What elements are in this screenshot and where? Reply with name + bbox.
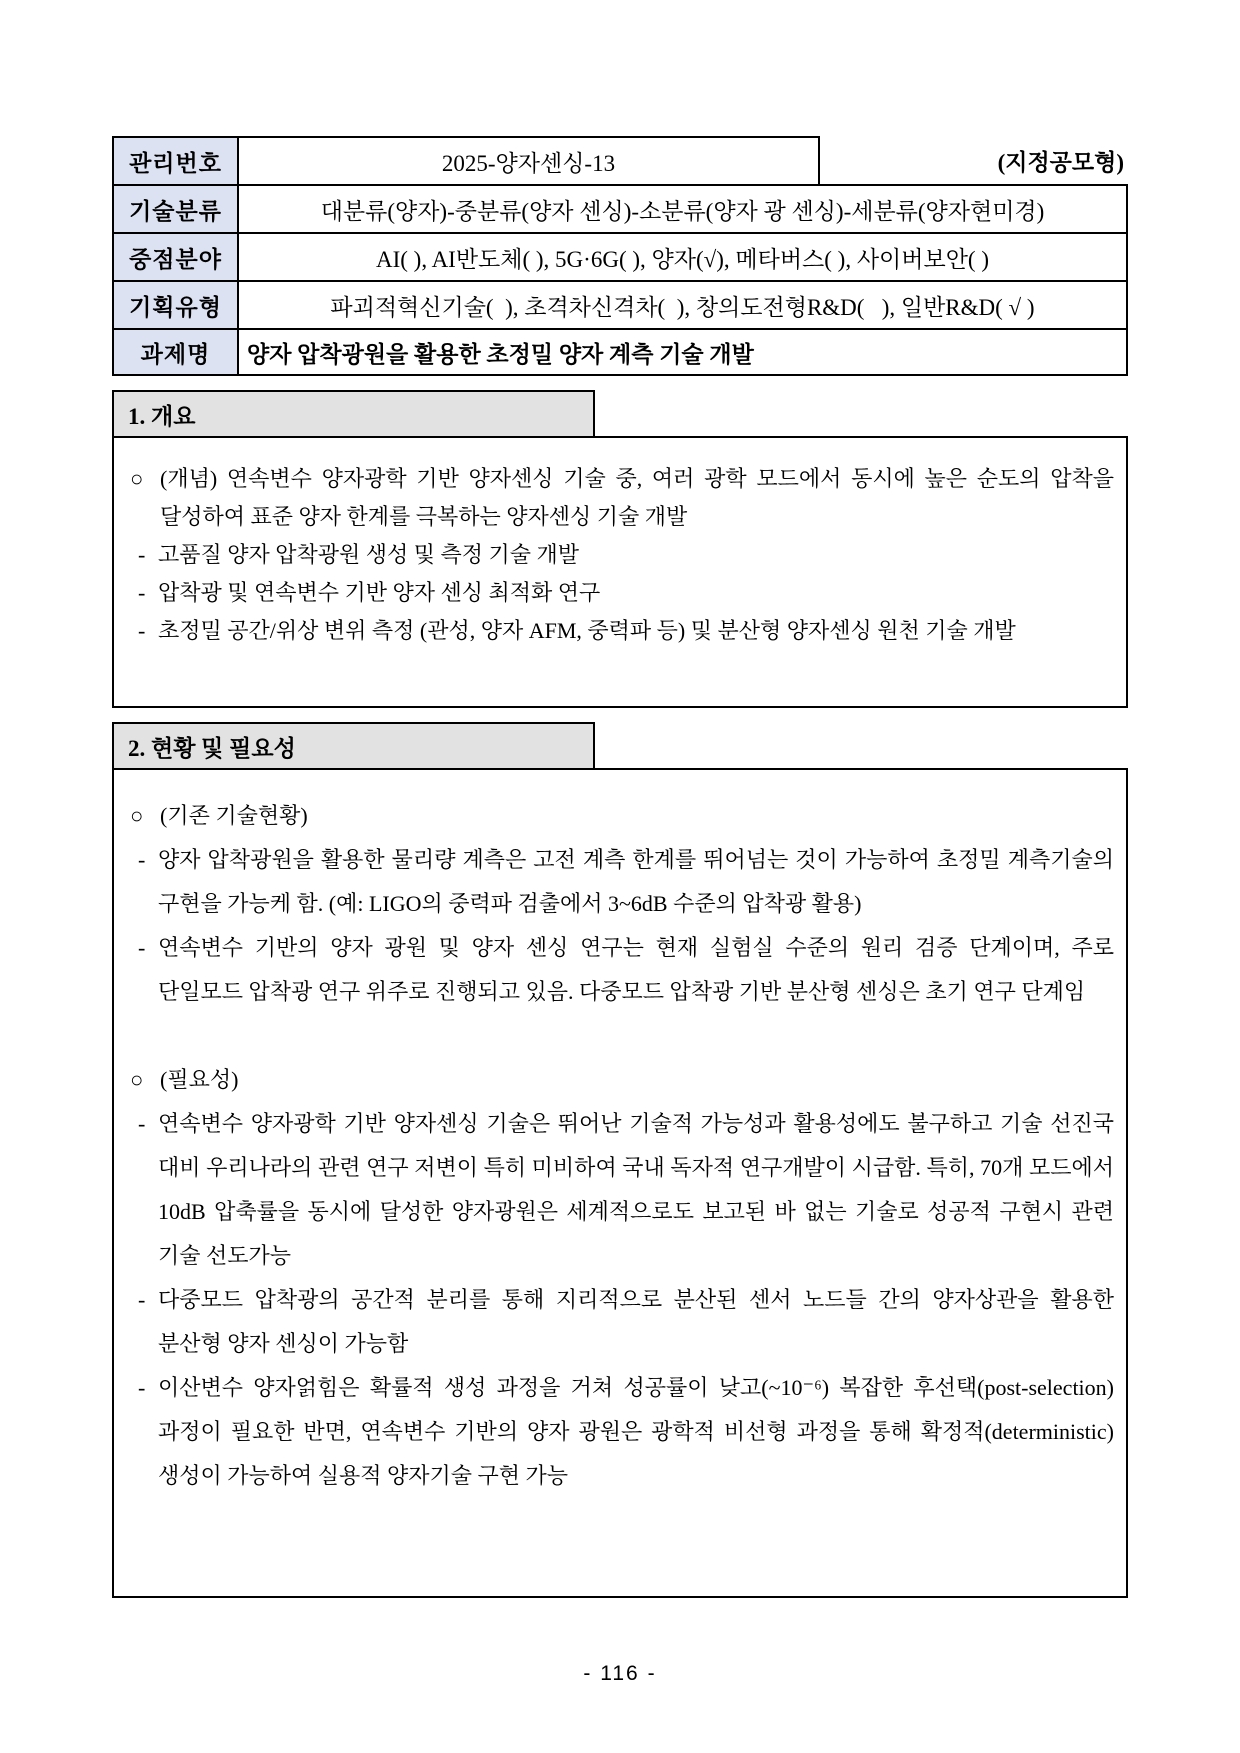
- page-number: - 116 -: [583, 1662, 657, 1685]
- table-row-focus-area: [112, 232, 1128, 280]
- section-1-body: [112, 436, 1128, 708]
- section-2-title: 2. 현황 및 필요성: [128, 735, 296, 761]
- focus-area-value: AI( ), AI반도체( ), 5G·6G( ), 양자(√), 메타버스( ), 사이버보안( ): [237, 232, 1128, 280]
- circle-bullet: ○: [130, 466, 144, 491]
- bullet-text: 연속변수 양자광학 기반 양자센싱 기술은 뛰어난 기술적 가능성과 활용성에도 불구하고 기술 선진국 대비 우리나라의 관련 연구 저변이 특히 미비하여 국내 독자적 연구개발이 시급함. 특히, 70개 모드에서 10dB 압축률을 동시에 달성한 양자광원은 세계적으로도 보고된 바 없는 기술로 성공적 구현시 관련 기술 선도가능: [158, 1111, 1114, 1268]
- focus-area-label: 중점분야: [112, 232, 237, 280]
- bullet-text: (개념) 연속변수 양자광학 기반 양자센싱 기술 중, 여러 광학 모드에서 동시에 높은 순도의 압착을 달성하여 표준 양자 한계를 극복하는 양자센싱 기술 개발: [160, 466, 1114, 529]
- dash-bullet: -: [138, 847, 146, 872]
- necessity-item: [130, 1102, 1114, 1278]
- planning-type-label: 기획유형: [112, 280, 237, 328]
- bullet-text: 초정밀 공간/위상 변위 측정 (관성, 양자 AFM, 중력파 등) 및 분산형 양자센싱 원천 기술 개발: [158, 618, 1016, 643]
- overview-item: [130, 536, 1114, 574]
- project-title-label: 과제명: [112, 328, 237, 376]
- project-title-value: 양자 압착광원을 활용한 초정밀 양자 계측 기술 개발: [237, 328, 1128, 376]
- mgmt-number-label: 관리번호: [112, 136, 237, 184]
- dash-bullet: -: [138, 1375, 146, 1400]
- mgmt-number-value: 2025-양자센싱-13: [237, 136, 818, 184]
- dash-bullet: -: [138, 580, 146, 605]
- bullet-text: 다중모드 압착광의 공간적 분리를 통해 지리적으로 분산된 센서 노드들 간의 양자상관을 활용한 분산형 양자 센싱이 가능함: [158, 1287, 1114, 1356]
- status-group: [130, 794, 1114, 1014]
- table-row-project-title: [112, 328, 1128, 376]
- bullet-text: 고품질 양자 압착광원 생성 및 측정 기술 개발: [158, 542, 580, 567]
- info-table: [112, 136, 1128, 376]
- bullet-text: 양자 압착광원을 활용한 물리량 계측은 고전 계측 한계를 뛰어넘는 것이 가능하여 초정밀 계측기술의 구현을 가능케 함. (예: LIGO의 중력파 검출에서 3~6dB 수준의 압착광 활용): [158, 847, 1114, 916]
- bullet-text: 이산변수 양자얽힘은 확률적 생성 과정을 거쳐 성공률이 낮고(~10⁻⁶) 복잡한 후선택(post-selection) 과정이 필요한 반면, 연속변수 기반의 양자 광원은 광학적 비선형 과정을 통해 확정적(deterministic) 생성이 가능하여 실용적 양자기술 구현 가능: [158, 1375, 1114, 1488]
- table-row-planning-type: [112, 280, 1128, 328]
- page-content: [112, 136, 1128, 1598]
- dash-bullet: -: [138, 542, 146, 567]
- dash-bullet: -: [138, 618, 146, 643]
- section-2-header: [112, 722, 595, 770]
- necessity-item: [130, 1366, 1114, 1498]
- bullet-text: 압착광 및 연속변수 기반 양자 센싱 최적화 연구: [158, 580, 601, 605]
- status-item: [130, 794, 1114, 838]
- section-1-title: 1. 개요: [128, 403, 196, 429]
- status-item: [130, 838, 1114, 926]
- dash-bullet: -: [138, 1111, 146, 1136]
- overview-item: [130, 574, 1114, 612]
- necessity-group: [130, 1058, 1114, 1498]
- necessity-item: [130, 1278, 1114, 1366]
- planning-type-value: 파괴적혁신기술( ), 초격차신격차( ), 창의도전형R&D( ), 일반R&D( √ ): [237, 280, 1128, 328]
- section-1-header: [112, 390, 595, 438]
- designated-call-type-tag: (지정공모형): [818, 136, 1128, 184]
- circle-bullet: ○: [130, 1067, 144, 1092]
- table-row-tech-class: [112, 184, 1128, 232]
- table-row-mgmt-number: [112, 136, 1128, 184]
- bullet-text: (필요성): [160, 1067, 239, 1092]
- tech-class-value: 대분류(양자)-중분류(양자 센싱)-소분류(양자 광 센싱)-세분류(양자현미경): [237, 184, 1128, 232]
- bullet-text: (기존 기술현황): [160, 803, 308, 828]
- section-2-body: [112, 768, 1128, 1598]
- status-item: [130, 926, 1114, 1014]
- overview-item: [130, 460, 1114, 536]
- necessity-item: [130, 1058, 1114, 1102]
- bullet-text: 연속변수 기반의 양자 광원 및 양자 센싱 연구는 현재 실험실 수준의 원리 검증 단계이며, 주로 단일모드 압착광 연구 위주로 진행되고 있음. 다중모드 압착광 기반 분산형 센싱은 초기 연구 단계임: [158, 935, 1114, 1004]
- dash-bullet: -: [138, 1287, 146, 1312]
- dash-bullet: -: [138, 935, 146, 960]
- circle-bullet: ○: [130, 803, 144, 828]
- overview-item: [130, 612, 1114, 650]
- tech-class-label: 기술분류: [112, 184, 237, 232]
